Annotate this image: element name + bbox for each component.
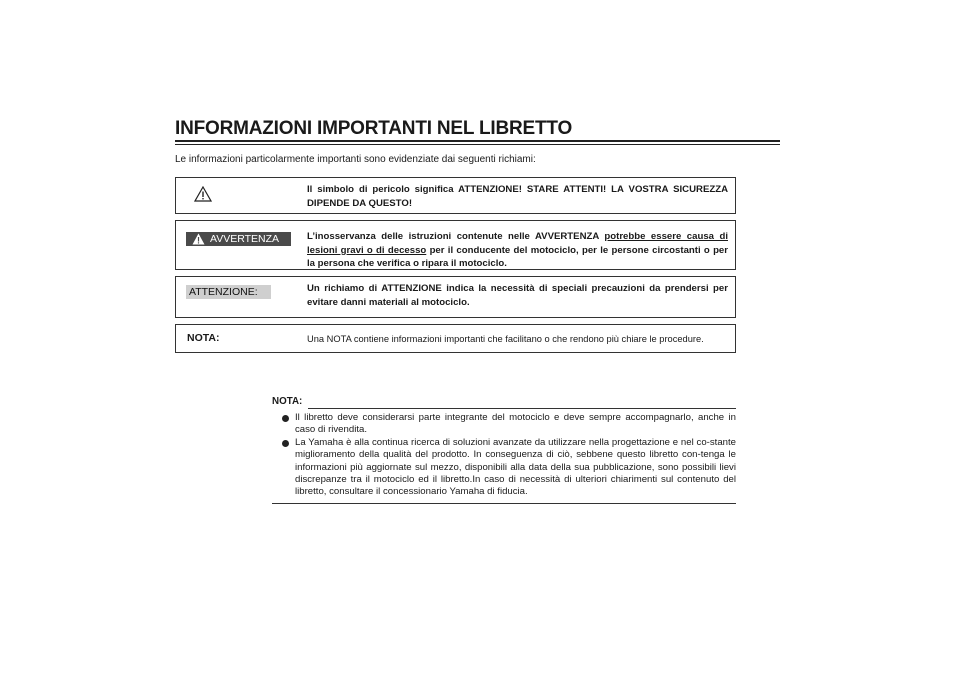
avvertenza-label: AVVERTENZA — [210, 233, 280, 245]
list-item — [272, 412, 736, 437]
nota-box-label-cell — [176, 325, 306, 352]
note-section-label: NOTA: — [272, 396, 303, 407]
danger-box-symbol-cell — [176, 178, 306, 213]
bullet-icon — [282, 415, 289, 422]
title-underline — [175, 140, 780, 145]
attenzione-box-text: Un richiamo di ATTENZIONE indica la necessità di speciali precauzioni da prendersi per evitare danni materiali al motociclo. — [307, 283, 728, 308]
note-section-top-rule — [308, 408, 736, 409]
list-item-text: Il libretto deve considerarsi parte integrante del motociclo e deve sempre accompagnarlo, anche in caso di rivendita. — [295, 412, 736, 436]
avvertenza-box — [175, 220, 736, 270]
attenzione-box — [175, 276, 736, 318]
attenzione-badge: ATTENZIONE: — [186, 285, 271, 299]
list-item-text: La Yamaha è alla continua ricerca di soluzioni avanzate da utilizzare nella progettazione e nel co-stante miglioramento della qualità del prodotto. In conseguenza di ciò, sebbene questo libretto con-tenga le informazioni più aggiornate sul mezzo, disponibili alla data della sua pubblicazione, sono possibili lievi discrepanze tra il motociclo ed il libretto.In caso di necessità di ulteriori chiarimenti sul contenuto del libretto, consultare il concessionario Yamaha di fiducia. — [295, 436, 736, 498]
avvertenza-box-text — [307, 230, 728, 271]
avvertenza-text-emphasis: potrebbe essere causa di lesioni gravi o di decesso — [307, 231, 728, 256]
nota-label: NOTA: — [187, 332, 220, 344]
danger-box-text: Il simbolo di pericolo significa ATTENZIONE! STARE ATTENTI! LA VOSTRA SICUREZZA DIPENDE DA QUESTO! — [307, 184, 728, 209]
bullet-icon — [282, 440, 289, 447]
note-list — [272, 412, 736, 499]
danger-box — [175, 177, 736, 214]
warning-triangle-icon — [194, 186, 212, 202]
warning-triangle-icon — [192, 233, 205, 245]
avvertenza-text-end: per il conducente del motociclo, per le persone circostanti o per la persona che verifica o ripara il motociclo. — [307, 244, 729, 269]
nota-box-text: Una NOTA contiene informazioni importanti che facilitano o che rendono più chiare le procedure. — [307, 334, 704, 344]
nota-box — [175, 324, 736, 353]
attenzione-box-label-cell — [176, 277, 306, 317]
avvertenza-text-start: L’inosservanza delle istruzioni contenute nelle AVVERTENZA — [307, 231, 605, 242]
note-section — [272, 396, 736, 504]
avvertenza-box-label-cell — [176, 221, 306, 269]
intro-text: Le informazioni particolarmente importanti sono evidenziate dai seguenti richiami: — [175, 154, 536, 165]
list-item — [272, 437, 736, 499]
page-title: INFORMAZIONI IMPORTANTI NEL LIBRETTO — [175, 118, 573, 139]
note-section-bottom-rule — [272, 503, 736, 504]
avvertenza-badge — [186, 232, 291, 246]
note-section-header — [272, 396, 736, 410]
